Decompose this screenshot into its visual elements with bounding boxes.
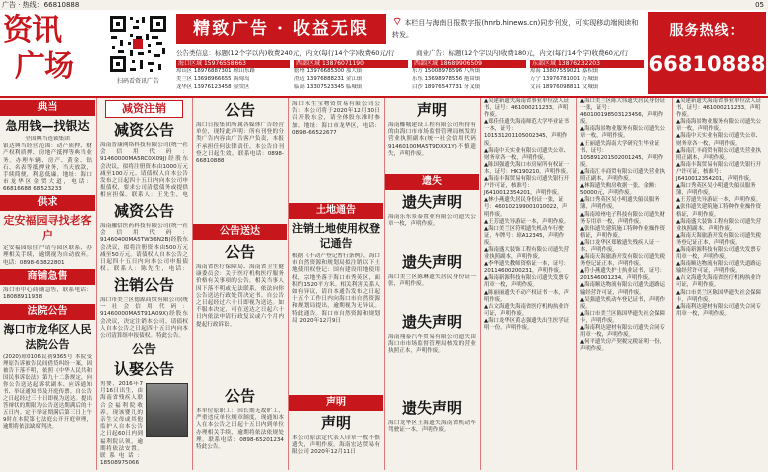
listing-item: ▲海南利达建材有限公司遗失合同专用章一枚，声明作废。 <box>580 325 666 339</box>
notice-1-title: 公告 <box>224 101 255 119</box>
listing-item: ▲林小燕遗失居民身份证一张，证号：460102199001010022，声明作废。 <box>484 197 568 218</box>
land-notice-title: 注销土地使用权登记通告 <box>292 222 380 250</box>
listing-item: ▲海南新源科技有限公司遗失发票专用章一枚，声明作废。 <box>484 275 570 289</box>
listing-item: ▲王芳遗失导游证一本，声明作废。 <box>676 197 762 204</box>
lost-notice-4-title: 遗失声明 <box>401 399 462 417</box>
section-header-capital: 减资注销 <box>105 100 183 118</box>
listing-item: ▲海南利达建材有限公司遗失合同专用章一枚，声明作废。 <box>676 303 762 317</box>
statement-2-title: 声明 <box>416 101 447 119</box>
listing-item: ▲海南盛大装饰工程有限公司遗失营业执照副本，声明作废。 <box>676 218 762 232</box>
contact-line: 临高 13307523345 临城镇 <box>294 83 363 90</box>
listing-item: ▲海南丰海贸易有限公司遗失银行开户许可证，核准号：J6410012354201，声明作废。 <box>484 176 570 197</box>
notice-1-text: 海口日报集团所属各媒体广告经营单位，现特此声明：所有刊登的分类广告内容由广告客户负责，本报不承担任何法律责任。本公告自刊登之日起生效。联系电话：0898-66810888 <box>196 122 284 165</box>
notice-3-text: 本单位原职工：因长期无故旷工，严重违反单位规章制度，现通知本人在本公告之日起十五日内到单位办理相关手续，逾期将依法依规处理。联系电话：0898-65201234 特此公告。 <box>196 408 284 451</box>
listing-item: ▲吴强遗失机动车登记证书，声明作废。 <box>580 296 666 310</box>
listing-item: ▲海口秀英区吴小明遗失船员服务簿，声明作废。 <box>676 183 756 197</box>
column-3 <box>193 98 287 470</box>
listing-item: ▲海南海景物业服务有限公司遗失公章一枚，声明作废。 <box>676 119 762 133</box>
contact-line: 琼山区 18976887301 琼山东路 <box>176 68 255 74</box>
qr-caption: 扫码看资讯广告 <box>116 78 159 85</box>
capital-notice-1-title: 减资公告 <box>113 121 174 139</box>
loan-ad-subtitle: 全国典当连锁集团 <box>25 136 70 142</box>
listing-item: ▲王芳遗失导游证一本，声明作废。 <box>484 218 570 225</box>
top-strip-label: 广告 · 热线：66810888 <box>2 1 80 9</box>
capital-notice-2-text: 海南融信医药科技有限公司(统一社会信用代码：91460400MA5TW36N2B)经股东会决议，拟将注册资本由500万元减至50万元。请债权人自本公告之日起四十五日内向本公司申报债权。联系人：陈先生，电话： <box>100 223 188 273</box>
listing-item: ▲海口美兰区符明遗失机动车行驶证，车牌号：琼A12345，声明作废。 <box>484 225 565 246</box>
listing-item: ▲海南顺达物流有限公司遗失道路运输经营许可证，声明作废。 <box>676 261 762 275</box>
notice-3-title: 公告 <box>224 387 255 405</box>
contact-group <box>412 60 526 94</box>
loan-ad-text: 银达典当经营范围：动产质押、财产权利质押、房地产抵押等典当业务。办理车辆、房产、黄金、钻石、名表等抵押业务，当天放款，手续简便，利息低廉。地址：海口市龙华区金贸大道，电话：66816688 68523233 <box>3 143 92 193</box>
listing-item: ▲海口市美兰区陈国华遗失社会保障卡，声明作废。 <box>676 289 762 303</box>
listing-item: ▲海口美兰区陈大伟遗失居民身份证一张，证号：460100198503123456，声明作废。 <box>580 98 666 126</box>
column-8 <box>673 98 768 470</box>
listing-item: ▲海南顺达物流有限公司遗失道路运输经营许可证，声明作废。 <box>580 282 666 296</box>
section-header-pawn: 典当 <box>0 100 95 116</box>
listing-item: ▲海南汇丰商贸有限公司遗失营业执照正副本，声明作废。 <box>580 168 666 183</box>
lost-notice-1-title: 遗失声明 <box>401 193 462 211</box>
regional-contacts <box>176 60 644 94</box>
contact-line: 乐东 13698978556 抱由镇 <box>412 75 481 82</box>
listing-item: ▲海南中天实业有限公司遗失公章、财务章各一枚，声明作废。 <box>484 147 570 161</box>
qr-code-block[interactable] <box>108 14 168 92</box>
shop-ad-text: 海口市中心商铺急售，联系电话：18088911938 <box>3 287 92 301</box>
listing-item: ▲何平遗失房产契税完税证明一份，声明作废。 <box>580 339 666 353</box>
listing-item: ▲海南汇丰商贸有限公司遗失营业执照正副本，声明作废。 <box>676 147 762 161</box>
generic-notice-title: 公告 <box>131 342 156 356</box>
client-notice-title: 定安福园寻找老客户 <box>3 214 92 243</box>
listing-item: ▲李华遗失教师资格证一本，证号：20114600200231，声明作废。 <box>484 261 570 275</box>
capital-notice-1-text: 海南普康网络科技有限公司(统一社会信用代码：91460000MA5RC0X09J)经股东会决议，拟将注册资本由1000万元减至100万元。请债权人自本公告发布之日起四十五日内向本公司申报债权，要求公司清偿债务或提供相应担保。联系人：王先生，电 <box>100 142 188 199</box>
contact-line: 白沙 18976547731 牙叉镇 <box>412 83 481 90</box>
listing-item: ▲郑佳佳遗失海南师范大学毕业证书一本，证号：101531201105002345，声明作废。 <box>484 119 570 147</box>
listing-item: ▲海南丰海贸易有限公司遗失银行开户许可证，核准号：J6410012354201，声明作废。 <box>676 161 762 183</box>
qr-code-icon[interactable] <box>108 14 168 74</box>
statement-title: 声明 <box>320 414 351 432</box>
statement-text: 本公司原法定代表人印章一枚不慎遗失，声明作废。海南宏达贸易有限公司 2020年12月11日 <box>292 435 380 456</box>
sync-note <box>392 16 642 40</box>
lost-notice-2-title: 遗失声明 <box>401 253 462 271</box>
company-notice-text: 海口永生宝物资贸易有限公司公告：本公司将于2020年12月30日召开股东会，请全体股东准时参加。地址：海口市龙华区，电话：0898-66522677 <box>292 101 380 136</box>
contact-line: 儋州 13976685300 那大镇 <box>294 68 363 74</box>
masthead <box>0 10 768 98</box>
listing-item: ▲吉文海遗失海南省医疗机构执业许可证，声明作废。 <box>676 275 762 289</box>
contact-group <box>294 60 408 94</box>
listing-item: ▲吴建新遗失海南省事业单位法人证书，证号：461000211233，声明作废。 <box>676 98 762 119</box>
column-5 <box>385 98 479 470</box>
section-header-lost: 遗失 <box>385 174 479 190</box>
top-strip <box>0 0 768 10</box>
dissolution-notice-title: 注销公告 <box>113 276 174 294</box>
column-1 <box>0 98 95 470</box>
listing-item: ▲海南天海旅游开发有限公司遗失税务登记证正本，声明作废。 <box>580 254 666 268</box>
column-4 <box>289 98 383 470</box>
contact-line: 琼海 13807559021 嘉积镇 <box>530 68 599 74</box>
logo-line-2: 广场 <box>15 49 73 84</box>
contact-group-header: 西部区域 13876071190 <box>294 60 408 68</box>
capital-notice-2-title: 减资公告 <box>113 202 174 220</box>
contact-group-header: 西部区域 18689906509 <box>412 60 526 68</box>
column-7 <box>577 98 671 470</box>
section-logo <box>3 12 103 94</box>
loan-ad-title: 急用钱—找银达 <box>5 119 90 133</box>
contact-line: 美兰区 13698966655 海甸岛 <box>176 75 250 82</box>
contact-group-header: 海口区域 15976558663 <box>176 60 290 68</box>
price-notice: 公告类信息：标题(12个字以内)收费240元，内文(每行14个字)收费60元/行 <box>176 49 395 57</box>
dissolution-notice-text: 海口市美兰区德源商贸有限公司(统一社会信用代码：91460000MA5T91A09X)经股东会决议，决定注销本公司。请债权人自本公告之日起四十五日内向本公司清算组申报债权。特此公告。 <box>100 297 188 339</box>
contact-group-header: 东部区域 13876232203 <box>530 60 644 68</box>
listing-item: ▲符小燕遗失护士执业证书，证号：201546001234，声明作废。 <box>580 268 666 282</box>
notice-2-text: 海南省医疗保障局、海南省卫生健康委员会：关于医疗机构医疗服务价格有关事项的公告，相关当事人因下落不明或无法联系，依法向你公告送达行政处罚决定书。自公告之日起经过六十日即视为送达。如不服本决定，可在送达之日起六十日内依法申请行政复议或六个月内提起行政诉讼。 <box>196 264 284 328</box>
adoption-notice-title: 认娶公告 <box>113 360 174 378</box>
listing-item: ▲海南海景物业服务有限公司遗失公章一枚，声明作废。 <box>580 126 666 140</box>
listing-item: ▲海口秀英区吴小明遗失船员服务簿，声明作废。 <box>580 197 660 211</box>
listing-item: ▲海口龙华区黄志强遗失出生医学证明一份，声明作废。 <box>484 317 570 331</box>
listing-item: ▲陈丽丽遗失不动产权证书一本，声明作废。 <box>484 289 570 303</box>
lost-notice-4-text: 海口龙华区王海遗失海南省机动车驾驶证一本，声明作废。 <box>388 420 476 434</box>
statement-2-text: 海南椰城建设工程有限公司所持有的由海口市市场监督管理局核发的营业执照副本(统一社会信用代码91460100MA5T9DXX1Y)不慎遗失，声明作废。 <box>388 122 476 157</box>
section-header-land: 土地通告 <box>289 203 383 219</box>
listing-item: ▲吉文海遗失海南省医疗机构执业许可证，声明作废。 <box>484 303 570 317</box>
listing-item: ▲海南琼州电子科技有限公司遗失财务专用章一枚，声明作废。 <box>580 211 666 225</box>
lost-notice-3-title: 遗失声明 <box>401 313 462 331</box>
listing-item: ▲海南盛大装饰工程有限公司遗失营业执照副本，声明作废。 <box>484 246 570 261</box>
court-notice-title: 海口市龙华区人民法院公告 <box>3 323 92 352</box>
adoption-notice <box>97 381 191 470</box>
listing-item: ▲海口市美兰区陈国华遗失社会保障卡，声明作废。 <box>580 310 666 324</box>
price-bar <box>176 48 644 58</box>
court-notice-text: (2020)琼0106民初9365号 本院受理原告诉被告民间借贷纠纷一案，因被告下落不明，依照《中华人民共和国民事诉讼法》第九十二条规定，向你公告送达起诉状副本、应诉通知书、举证通知书及开庭传票。自公告之日起经过三十日即视为送达。提出答辩状的期限为公告送达期满后的十五日内。定于举证期满后第三日上午9时在本院第七法庭公开开庭审理，逾期将依法缺席判决。 <box>3 354 92 431</box>
notice-2-title: 公告 <box>224 243 255 261</box>
listing-item: ▲吴建新遗失海南省事业单位法人证书，证号：461000211233，声明作废。 <box>484 98 570 119</box>
land-notice-text: 根据《不动产登记暂行条例》，海口市自然资源和规划局拟注销以下土地使用权登记：国有建设用地使用权，宗地坐落于海口市秀英区，面积约1520平方米。相关利害关系人如有异议，请自本通告发布之日起十五个工作日内向海口市自然资源和规划局提出，逾期视为无异议。特此通告。海口市自然资源和规划局 2020年12月9日 <box>292 253 380 324</box>
contact-line: 东方 15008978596 八所镇 <box>412 68 481 74</box>
listing-item: ▲张伟遗失建筑施工特种作业操作资格证，声明作废。 <box>580 225 666 239</box>
listing-item: ▲海南中天实业有限公司遗失公章、财务章各一枚，声明作废。 <box>676 133 762 147</box>
listing-item: ▲海南新源科技有限公司遗失发票专用章一枚，声明作废。 <box>676 246 762 261</box>
lost-notice-3-text: 海南翔泰汽车贸易有限公司遗失由海口市市场监督管理局核发的营业执照正本，声明作废。 <box>388 334 476 355</box>
listing-item: ▲陈国强遗失海口市房屋所有权证一本，证号：HK190210，声明作废。 <box>484 161 572 175</box>
section-header-supply: 供求 <box>0 195 95 211</box>
column-2 <box>97 98 191 470</box>
price-commercial: 商业广告：标题(12个字以内)收费180元，内文(每行14个字)收费60元/行 <box>416 49 629 57</box>
wifi-icon: ⌔ <box>392 15 403 28</box>
client-notice-text: 定安福园原住户请与园区联系，办理相关手续，逾期视为自动放弃。电话：0898-63822801 <box>3 245 92 266</box>
hotline-label: 服务热线： <box>669 23 745 39</box>
contact-line: 龙华区 13976123458 金贸区 <box>176 83 250 90</box>
slogan-banner: 精致广告 · 收益无限 <box>176 14 386 44</box>
lost-notice-1-text: 海南乐东景泰置业有限公司遗失公章一枚，声明作废。 <box>388 214 476 228</box>
page-number: 05 <box>755 1 764 9</box>
hotline-box[interactable] <box>648 12 766 94</box>
section-header-shop: 商铺急售 <box>0 269 95 285</box>
contact-group <box>530 60 644 94</box>
listing-item: ▲王丽遗失海南大学研究生毕业证书，证号：105891201502001245，声明作废。 <box>580 140 664 168</box>
hotline-number[interactable]: 66810888 <box>648 52 766 76</box>
listing-item: ▲张伟遗失建筑施工特种作业操作资格证，声明作废。 <box>676 204 762 218</box>
contact-group <box>176 60 290 94</box>
listing-item: ▲海口龙华区郑敏遗失残疾人证一本，声明作废。 <box>580 239 660 253</box>
logo-line-1: 资讯 <box>3 13 61 48</box>
contact-line: 澄迈 13976888231 金江镇 <box>294 75 363 82</box>
listing-item: ▲林海遗失购房收据一张，金额：50000元，声明作废。 <box>580 183 660 197</box>
section-header-court: 法院公告 <box>0 304 95 320</box>
contact-line: 万宁 13976781001 万城镇 <box>530 75 599 82</box>
column-6 <box>481 98 575 470</box>
contact-line: 文昌 18976098811 文城镇 <box>530 83 599 90</box>
listing-item: ▲海南天海旅游开发有限公司遗失税务登记证正本，声明作废。 <box>676 232 762 246</box>
infant-photo <box>146 383 188 437</box>
sync-note-text: 本栏目与海南日报数字报(hnrb.hinews.cn)同步刊发，可实现移动端阅读和转发。 <box>392 19 639 39</box>
adoption-notice-text: 男婴，2016年7月16日出生，由海南省残疾人联合会福利院收养，现该婴儿的亲生父母或其他监护人自本公告之日起60日内到福利院认领，逾期将依法安置。联系电话：18508975066 <box>100 381 143 467</box>
section-header-statement: 声明 <box>289 395 383 411</box>
section-header-delivery: 公告送达 <box>193 224 287 240</box>
lost-notice-2-text: 海口美兰区陈琳遗失居民身份证一张，声明作废。 <box>388 274 476 288</box>
